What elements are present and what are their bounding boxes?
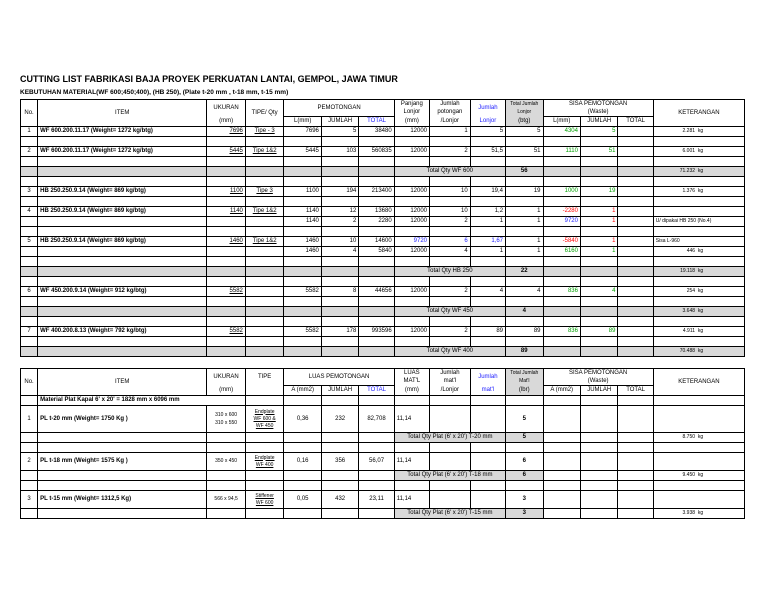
header-l: L(mm) bbox=[284, 117, 321, 127]
header-lbr: (lbr) bbox=[506, 386, 543, 396]
header-btg: (btg) bbox=[506, 117, 543, 127]
cell-jumlah: 4 bbox=[321, 247, 358, 257]
header-panjang-mm: (mm) bbox=[394, 117, 429, 127]
cell-tipe bbox=[245, 287, 284, 297]
cell-tjl: 1 bbox=[506, 217, 543, 227]
cell-tipe: Tipe 1&2 bbox=[245, 207, 284, 217]
header-a: A (mm2) bbox=[284, 386, 321, 396]
group-total-value: 5 bbox=[506, 433, 543, 443]
cell-item: HB 250.250.9.14 (Weight= 869 kg/btg) bbox=[38, 207, 207, 217]
cell-luas-mat: 11,14 bbox=[394, 491, 429, 509]
cell-tipe-2: WF 600 & bbox=[253, 415, 276, 422]
cell-jl: 4 bbox=[470, 287, 505, 297]
cell-l: 5445 bbox=[284, 147, 321, 157]
ket-value: 6.001 bbox=[682, 148, 696, 154]
cell-no: 6 bbox=[21, 287, 38, 297]
header-jumlah-lonjor: Jumlah bbox=[478, 105, 498, 112]
cell-ket bbox=[653, 247, 744, 257]
cell-total: 23,11 bbox=[359, 491, 394, 509]
group-total-row bbox=[21, 433, 745, 443]
cell-jpot: 2 bbox=[430, 217, 471, 227]
header-tipe-blank bbox=[245, 386, 284, 396]
cell-ket bbox=[653, 167, 744, 177]
group-total-value: 6 bbox=[506, 471, 543, 481]
header-sisa-total: TOTAL bbox=[618, 117, 653, 127]
cell-panjang: 12000 bbox=[394, 287, 429, 297]
cell-jumlah: 432 bbox=[321, 491, 358, 509]
cell-tjl: 1 bbox=[506, 237, 543, 247]
cell-l: 7696 bbox=[284, 127, 321, 137]
cell-ket bbox=[653, 347, 744, 357]
cell-ket bbox=[653, 127, 744, 137]
cell-jl: 89 bbox=[470, 327, 505, 337]
cell-item: PL t-15 mm (Weight= 1312,5 Kg) bbox=[38, 491, 207, 509]
cell-sisa-j: 1 bbox=[580, 237, 617, 247]
cell-sisa-t bbox=[618, 247, 653, 257]
cell-panjang: 9720 bbox=[394, 237, 429, 247]
cell-tjl: 89 bbox=[506, 327, 543, 337]
cell-item: PL t-20 mm (Weight= 1750 Kg ) bbox=[38, 406, 207, 433]
header-jumlah-matl: Jumlah bbox=[478, 374, 498, 381]
cell-jumlah: 232 bbox=[321, 406, 358, 433]
group-total-label: Total Qty Plat (6' x 20') T-18 mm bbox=[394, 471, 505, 481]
cell-sisa-t bbox=[618, 147, 653, 157]
header-pemotongan: PEMOTONGAN bbox=[284, 100, 394, 117]
header-jumlah-mat: Jumlah bbox=[440, 370, 460, 377]
cell-jumlah: 2 bbox=[321, 217, 358, 227]
header-total: TOTAL bbox=[359, 386, 394, 396]
table-row bbox=[21, 127, 745, 137]
cell-item: PL t-18 mm (Weight= 1575 Kg ) bbox=[38, 453, 207, 471]
cell-item: HB 250.250.9.14 (Weight= 869 kg/btg) bbox=[38, 237, 207, 247]
header-sisa: SISA PEMOTONGAN bbox=[569, 101, 628, 107]
cell-panjang: 12000 bbox=[394, 187, 429, 197]
group-total-value: 22 bbox=[506, 267, 543, 277]
cell-tipe-2: WF 600 bbox=[255, 499, 274, 506]
cell-total: 5840 bbox=[359, 247, 394, 257]
material-note: Material Plat Kapal 6' x 20' = 1828 mm x 6096 mm bbox=[38, 396, 246, 406]
cell-ukuran: 1460 bbox=[207, 237, 246, 247]
header-total-mat: Mat'l bbox=[519, 378, 530, 385]
header-total-lonjor: Lonjor bbox=[517, 109, 532, 116]
ket-unit: kg bbox=[697, 308, 704, 314]
cell-a: 0,05 bbox=[284, 491, 321, 509]
ket-value: 2.281 bbox=[682, 128, 696, 134]
header-item: ITEM bbox=[38, 369, 207, 396]
group-total-value: 4 bbox=[506, 307, 543, 317]
cell-ukuran-2: 310 x 550 bbox=[215, 420, 238, 426]
page-subtitle: KEBUTUHAN MATERIAL(WF 600;450;400), (HB 250), (Plate t-20 mm , t-18 mm, t-15 mm) bbox=[20, 89, 289, 96]
header-tipe: TIPE/ Qty bbox=[245, 100, 284, 127]
cell-jumlah: 12 bbox=[321, 207, 358, 217]
cell-sisa-t bbox=[618, 207, 653, 217]
cell-jumlah: 10 bbox=[321, 237, 358, 247]
cell-jl: 5 bbox=[470, 127, 505, 137]
cell-sisa-j: 5 bbox=[580, 127, 617, 137]
ket-unit: kg bbox=[697, 168, 704, 174]
material-note-row bbox=[21, 396, 745, 406]
group-total-value: 89 bbox=[506, 347, 543, 357]
cell-l: 5582 bbox=[284, 327, 321, 337]
cell-ket bbox=[653, 471, 744, 481]
group-total-label: Total Qty WF 400 bbox=[394, 347, 505, 357]
ket-value: 8.750 bbox=[682, 434, 696, 440]
group-total-row bbox=[21, 347, 745, 357]
cell-no: 4 bbox=[21, 207, 38, 217]
cell-l: 1100 bbox=[284, 187, 321, 197]
ket-value: 4.911 bbox=[682, 328, 696, 334]
group-total-label: Total Qty WF 450 bbox=[394, 307, 505, 317]
header-mm: (mm) bbox=[207, 386, 246, 396]
header-lonjor2: Lonjor bbox=[470, 117, 505, 127]
cell-l: 1460 bbox=[284, 237, 321, 247]
header-keterangan: KETERANGAN bbox=[653, 100, 744, 127]
cell-jl: 51,5 bbox=[470, 147, 505, 157]
header-lm-mm: (mm) bbox=[394, 386, 429, 396]
cell-sisa-l: 9720 bbox=[543, 217, 580, 227]
cell-ukuran: 7696 bbox=[207, 127, 246, 137]
cell-ket bbox=[653, 327, 744, 337]
header-sisa-a: A (mm2) bbox=[543, 386, 580, 396]
cell-panjang: 12000 bbox=[394, 207, 429, 217]
cell-l: 1140 bbox=[284, 207, 321, 217]
cell-total: 560835 bbox=[359, 147, 394, 157]
cell-sisa-j: 1 bbox=[580, 247, 617, 257]
header-per-lonjor: /Lonjor bbox=[430, 386, 471, 396]
group-total-row bbox=[21, 267, 745, 277]
ket-unit: kg bbox=[697, 328, 704, 334]
header-jumlah: JUMLAH bbox=[321, 386, 358, 396]
table-header-row bbox=[21, 100, 745, 117]
cell-jl: 1,67 bbox=[470, 237, 505, 247]
cell-jl: 19,4 bbox=[470, 187, 505, 197]
table-row bbox=[21, 327, 745, 337]
header-ukuran: UKURAN bbox=[207, 369, 246, 386]
cell-sisa-l: 1000 bbox=[543, 187, 580, 197]
ket-value: 3.648 bbox=[682, 308, 696, 314]
table-row bbox=[21, 217, 745, 227]
cell-sisa-j: 51 bbox=[580, 147, 617, 157]
ket-unit: kg bbox=[697, 188, 704, 194]
cell-ket bbox=[653, 187, 744, 197]
cell-jpot: 10 bbox=[430, 187, 471, 197]
header-lonjor: Lonjor bbox=[403, 109, 421, 116]
cell-jpot: 1 bbox=[430, 127, 471, 137]
cell-ukuran-1: 310 x 600 bbox=[215, 412, 238, 418]
header-matl2: mat'l bbox=[470, 386, 505, 396]
cell-jumlah: 103 bbox=[321, 147, 358, 157]
cell-tipe: Tipe 1&2 bbox=[245, 147, 284, 157]
ket-unit: kg bbox=[697, 248, 704, 254]
cell-ukuran: 566 x 94,5 bbox=[207, 491, 246, 509]
cell-jumlah: 178 bbox=[321, 327, 358, 337]
group-total-label: Total Qty WF 600 bbox=[394, 167, 505, 177]
cell-item: WF 450.200.9.14 (Weight= 912 kg/btg) bbox=[38, 287, 207, 297]
table-row bbox=[21, 247, 745, 257]
cell-tipe-1: Endplate bbox=[254, 454, 275, 461]
table-row bbox=[21, 287, 745, 297]
cell-no: 1 bbox=[21, 406, 38, 433]
cell-total: 13680 bbox=[359, 207, 394, 217]
cell-tjl: 51 bbox=[506, 147, 543, 157]
cell-total: 38480 bbox=[359, 127, 394, 137]
header-luas-mat: LUAS bbox=[404, 370, 420, 377]
ket-value: 19.118 bbox=[680, 268, 696, 274]
cell-jl: 1 bbox=[470, 247, 505, 257]
header-total: TOTAL bbox=[359, 117, 394, 127]
header-sisa: SISA PEMOTONGAN bbox=[569, 370, 628, 376]
group-total-row bbox=[21, 471, 745, 481]
cell-total: 82,708 bbox=[359, 406, 394, 433]
header-potongan: potongan bbox=[437, 109, 463, 116]
header-no: No. bbox=[21, 100, 38, 127]
cell-a: 0,16 bbox=[284, 453, 321, 471]
cell-jumlah: 356 bbox=[321, 453, 358, 471]
header-luas: LUAS PEMOTONGAN bbox=[284, 369, 394, 386]
cell-luas-mat: 11,14 bbox=[394, 453, 429, 471]
header-waste: (Waste) bbox=[587, 378, 609, 384]
cell-jumlah: 194 bbox=[321, 187, 358, 197]
header-total-jumlah: Total Jumlah bbox=[510, 101, 539, 108]
cell-total-jumlah: 5 bbox=[506, 406, 543, 433]
cell-no: 7 bbox=[21, 327, 38, 337]
header-keterangan: KETERANGAN bbox=[653, 369, 744, 396]
cell-l: 1460 bbox=[284, 247, 321, 257]
ket-unit: kg bbox=[697, 348, 704, 354]
cell-tipe-3: WF 450 bbox=[255, 422, 274, 429]
cell-sisa-l: 4304 bbox=[543, 127, 580, 137]
cell-luas-mat: 11,14 bbox=[394, 406, 429, 433]
header-total-jumlah: Total Jumlah bbox=[510, 370, 539, 377]
cell-ukuran: 5582 bbox=[207, 287, 246, 297]
cell-jumlah: 8 bbox=[321, 287, 358, 297]
cell-sisa-t bbox=[618, 187, 653, 197]
cell-total: 213400 bbox=[359, 187, 394, 197]
cell-sisa-l: 6160 bbox=[543, 247, 580, 257]
cell-jpot: 2 bbox=[430, 147, 471, 157]
cell-jpot: 6 bbox=[430, 237, 471, 247]
cell-ukuran: 1100 bbox=[207, 187, 246, 197]
group-total-row bbox=[21, 167, 745, 177]
cell-ket bbox=[653, 287, 744, 297]
cell-tjl: 4 bbox=[506, 287, 543, 297]
cell-tipe bbox=[245, 327, 284, 337]
cell-ket: U/ dipakai HB 250 (No.4) bbox=[653, 217, 744, 227]
ket-value: 446 bbox=[686, 248, 696, 254]
ket-value: 3.938 bbox=[682, 510, 696, 516]
ket-value: 70.488 bbox=[679, 348, 696, 354]
cell-sisa-l: -2280 bbox=[543, 207, 580, 217]
header-mat: MAT'L bbox=[403, 378, 421, 385]
cell-ket bbox=[653, 433, 744, 443]
header-item: ITEM bbox=[38, 100, 207, 127]
ket-value: 1.376 bbox=[682, 188, 696, 194]
cell-jumlah: 5 bbox=[321, 127, 358, 137]
header-jumlah: JUMLAH bbox=[321, 117, 358, 127]
group-total-value: 56 bbox=[506, 167, 543, 177]
header-panjang: Panjang bbox=[400, 101, 423, 108]
cell-sisa-j: 1 bbox=[580, 207, 617, 217]
header-sisa-l: L(mm) bbox=[543, 117, 580, 127]
header-sisa-total: TOTAL bbox=[618, 386, 653, 396]
header-no: No. bbox=[21, 369, 38, 396]
group-total-label: Total Qty HB 250 bbox=[394, 267, 505, 277]
cell-no: 2 bbox=[21, 147, 38, 157]
group-total-value: 3 bbox=[506, 509, 543, 519]
header-ukuran: UKURAN bbox=[207, 100, 246, 117]
cell-ket bbox=[653, 307, 744, 317]
cell-item: WF 600.200.11.17 (Weight= 1272 kg/btg) bbox=[38, 127, 207, 137]
ket-unit: kg bbox=[697, 472, 704, 478]
ket-unit: kg bbox=[697, 268, 704, 274]
table-row bbox=[21, 453, 745, 471]
cell-sisa-t bbox=[618, 217, 653, 227]
header-sisa-jumlah: JUMLAH bbox=[580, 117, 617, 127]
cell-jpot: 2 bbox=[430, 287, 471, 297]
cell-item: WF 400.200.8.13 (Weight= 792 kg/btg) bbox=[38, 327, 207, 337]
cell-no: 2 bbox=[21, 453, 38, 471]
cell-ket: Sisa L-960 bbox=[653, 237, 744, 247]
cell-sisa-l: 836 bbox=[543, 327, 580, 337]
cell-tipe: Tipe 1&2 bbox=[245, 237, 284, 247]
cell-sisa-j: 4 bbox=[580, 287, 617, 297]
cell-jl: 1 bbox=[470, 217, 505, 227]
cell-tipe: Tipe 3 bbox=[245, 187, 284, 197]
cell-total: 993596 bbox=[359, 327, 394, 337]
cell-jl: 1,2 bbox=[470, 207, 505, 217]
cell-jpot: 10 bbox=[430, 207, 471, 217]
header-tipe: TIPE bbox=[245, 369, 284, 386]
cell-no: 3 bbox=[21, 187, 38, 197]
cell-no: 1 bbox=[21, 127, 38, 137]
cell-total: 14600 bbox=[359, 237, 394, 247]
header-per-lonjor: /Lonjor bbox=[430, 117, 471, 127]
cell-sisa-t bbox=[618, 327, 653, 337]
cell-sisa-l: 836 bbox=[543, 287, 580, 297]
cell-ukuran: 5582 bbox=[207, 327, 246, 337]
cell-ukuran: 5445 bbox=[207, 147, 246, 157]
ket-unit: kg bbox=[697, 434, 704, 440]
table-row bbox=[21, 237, 745, 247]
cell-panjang: 12000 bbox=[394, 127, 429, 137]
header-mm: (mm) bbox=[207, 117, 246, 127]
header-mat2: mat'l bbox=[443, 378, 457, 385]
header-sisa-jumlah: JUMLAH bbox=[580, 386, 617, 396]
cell-l: 5582 bbox=[284, 287, 321, 297]
group-total-row bbox=[21, 509, 745, 519]
cell-a: 0,36 bbox=[284, 406, 321, 433]
cell-total: 56,07 bbox=[359, 453, 394, 471]
cell-tipe-1: Endplate bbox=[254, 408, 275, 415]
cell-ukuran: 1140 bbox=[207, 207, 246, 217]
cell-item: WF 600.200.11.17 (Weight= 1272 kg/btg) bbox=[38, 147, 207, 157]
cell-ket bbox=[653, 267, 744, 277]
cell-panjang: 12000 bbox=[394, 247, 429, 257]
table-row bbox=[21, 406, 745, 433]
cell-total-jumlah: 6 bbox=[506, 453, 543, 471]
cell-total: 44656 bbox=[359, 287, 394, 297]
cell-ket bbox=[653, 147, 744, 157]
group-total-label: Total Qty Plat (6' x 20') T-20 mm bbox=[394, 433, 505, 443]
plate-list-table bbox=[20, 368, 745, 519]
ket-unit: kg bbox=[697, 148, 704, 154]
table-row bbox=[21, 187, 745, 197]
cell-sisa-l: -5840 bbox=[543, 237, 580, 247]
cell-jpot: 2 bbox=[430, 327, 471, 337]
cell-ket bbox=[653, 207, 744, 217]
header-waste: (Waste) bbox=[587, 109, 609, 115]
cell-l: 1140 bbox=[284, 217, 321, 227]
cell-ket bbox=[653, 509, 744, 519]
ket-unit: kg bbox=[697, 128, 704, 134]
cell-panjang: 12000 bbox=[394, 327, 429, 337]
ket-value: 254 bbox=[686, 288, 696, 294]
cell-sisa-t bbox=[618, 287, 653, 297]
ket-value: 71.232 bbox=[679, 168, 696, 174]
cell-panjang: 12000 bbox=[394, 147, 429, 157]
ket-unit: kg bbox=[697, 510, 704, 516]
cell-sisa-j: 1 bbox=[580, 217, 617, 227]
cell-sisa-t bbox=[618, 237, 653, 247]
cell-sisa-l: 1110 bbox=[543, 147, 580, 157]
cell-total: 2280 bbox=[359, 217, 394, 227]
page-title: CUTTING LIST FABRIKASI BAJA PROYEK PERKUATAN LANTAI, GEMPOL, JAWA TIMUR bbox=[20, 74, 398, 84]
cell-no: 5 bbox=[21, 237, 38, 247]
cell-sisa-j: 89 bbox=[580, 327, 617, 337]
cutting-list-table bbox=[20, 99, 745, 357]
cell-tipe-2: WF 400 bbox=[255, 461, 274, 468]
cell-total-jumlah: 3 bbox=[506, 491, 543, 509]
cell-tjl: 5 bbox=[506, 127, 543, 137]
cell-no: 3 bbox=[21, 491, 38, 509]
ket-unit: kg bbox=[697, 288, 704, 294]
cell-tjl: 19 bbox=[506, 187, 543, 197]
table-row bbox=[21, 207, 745, 217]
cell-tjl: 1 bbox=[506, 207, 543, 217]
table-row bbox=[21, 491, 745, 509]
cell-ukuran: 350 x 450 bbox=[207, 453, 246, 471]
table-header-row bbox=[21, 369, 745, 386]
cell-tipe-1: Stiffener bbox=[255, 492, 274, 499]
cell-tipe: Tipe - 3 bbox=[245, 127, 284, 137]
group-total-label: Total Qty Plat (6' x 20') T-15 mm bbox=[394, 509, 505, 519]
cell-jpot: 4 bbox=[430, 247, 471, 257]
table-row bbox=[21, 147, 745, 157]
group-total-row bbox=[21, 307, 745, 317]
cell-sisa-j: 19 bbox=[580, 187, 617, 197]
cell-tjl: 1 bbox=[506, 247, 543, 257]
cell-item: HB 250.250.9.14 (Weight= 869 kg/btg) bbox=[38, 187, 207, 197]
cell-sisa-t bbox=[618, 127, 653, 137]
cell-panjang: 12000 bbox=[394, 217, 429, 227]
ket-value: 9.450 bbox=[682, 472, 696, 478]
header-jumlah-potongan: Jumlah bbox=[440, 101, 460, 108]
